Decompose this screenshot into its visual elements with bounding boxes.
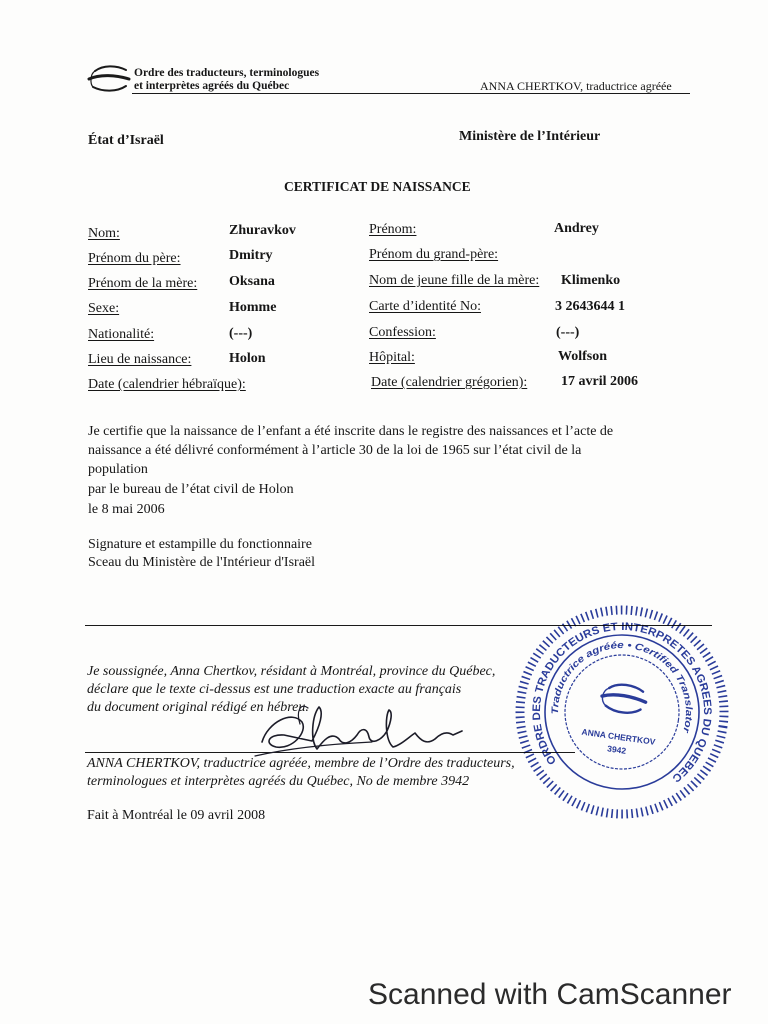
field-label-prenom-grand-pere: Prénom du grand-père: — [369, 247, 499, 262]
stamp-member-number: 3942 — [606, 743, 627, 756]
stamp-logo-icon — [600, 682, 647, 716]
stamp-tick-ring — [507, 597, 737, 827]
field-value-nationalite: (---) — [229, 326, 253, 341]
official-signature-line: Signature et estampille du fonctionnaire — [88, 537, 312, 552]
certification-line: population — [88, 462, 148, 477]
field-label-prenom-mere: Prénom de la mère: — [88, 276, 198, 291]
field-value-prenom: Andrey — [554, 221, 599, 236]
field-label-nationalite: Nationalité: — [88, 327, 155, 342]
field-label-confession: Confession: — [369, 325, 436, 340]
translator-block-line2: terminologues et interprètes agréés du Québec, No de membre 3942 — [87, 774, 470, 789]
field-label-nom: Nom: — [88, 226, 120, 241]
official-seal-line: Sceau du Ministère de l'Intérieur d'Israël — [88, 555, 316, 570]
field-value-prenom-pere: Dmitry — [229, 248, 273, 263]
field-label-sexe: Sexe: — [88, 301, 120, 316]
header-translator-name: ANNA CHERTKOV, traductrice agréée — [480, 79, 672, 93]
field-value-prenom-mere: Oksana — [229, 274, 275, 289]
declaration-line: Je soussignée, Anna Chertkov, résidant à Montréal, province du Québec, — [87, 664, 496, 679]
stamp-middle-ring — [535, 625, 709, 799]
signature-rule — [85, 752, 575, 753]
header-rule — [132, 93, 690, 94]
field-value-carte-identite: 3 2643644 1 — [555, 299, 625, 314]
field-value-sexe: Homme — [229, 300, 277, 315]
field-label-nom-jeune-fille-mere: Nom de jeune fille de la mère: — [369, 273, 540, 288]
place-and-date: Fait à Montréal le 09 avril 2008 — [87, 808, 266, 823]
stamp-inner-text: Traductrice agréée • Certified Translator — [549, 639, 695, 733]
field-value-hopital: Wolfson — [558, 349, 608, 364]
document-title: CERTIFICAT DE NAISSANCE — [284, 179, 471, 194]
field-label-date-gregorien: Date (calendrier grégorien): — [371, 375, 528, 390]
header-org-line1: Ordre des traducteurs, terminologues — [134, 67, 320, 79]
issuer-state: État d’Israël — [88, 133, 164, 148]
certification-line: le 8 mai 2006 — [88, 502, 165, 517]
field-value-confession: (---) — [556, 325, 580, 340]
field-value-lieu-naissance: Holon — [229, 351, 266, 366]
field-label-lieu-naissance: Lieu de naissance: — [88, 352, 192, 367]
field-value-date-gregorien: 17 avril 2006 — [561, 374, 638, 389]
certification-line: Je certifie que la naissance de l’enfant a été inscrite dans le registre des naissances et l’acte de — [88, 424, 614, 439]
translator-seal-stamp — [507, 597, 737, 827]
translator-block-line1: ANNA CHERTKOV, traductrice agréée, membre de l’Ordre des traducteurs, — [87, 756, 515, 771]
stamp-inner-ring — [558, 648, 687, 777]
field-value-nom: Zhuravkov — [229, 223, 296, 238]
section-divider — [85, 625, 712, 626]
stamp-outer-text: ORDRE DES TRADUCTEURS ET INTERPRETES AGREES DU QUEBEC — [530, 620, 714, 785]
certification-line: naissance a été délivré conformément à l’article 30 de la loi de 1965 sur l’état civil de la — [88, 443, 582, 458]
issuer-ministry: Ministère de l’Intérieur — [459, 129, 601, 144]
field-label-date-hebraique: Date (calendrier hébraïque): — [88, 377, 246, 392]
translators-order-logo-icon — [89, 66, 129, 90]
declaration-line: du document original rédigé en hébreu. — [87, 700, 309, 715]
scanner-watermark: Scanned with CamScanner — [368, 978, 732, 1011]
stamp-translator-name: ANNA CHERTKOV — [581, 726, 657, 747]
field-value-nom-jeune-fille-mere: Klimenko — [561, 273, 621, 288]
field-label-prenom: Prénom: — [369, 222, 417, 237]
field-label-hopital: Hôpital: — [369, 350, 415, 365]
field-label-carte-identite: Carte d’identité No: — [369, 299, 481, 314]
header-org-line2: et interprètes agréés du Québec — [134, 80, 290, 92]
certification-line: par le bureau de l’état civil de Holon — [88, 482, 294, 497]
field-label-prenom-pere: Prénom du père: — [88, 251, 181, 266]
declaration-line: déclare que le texte ci-dessus est une traduction exacte au français — [87, 682, 462, 697]
